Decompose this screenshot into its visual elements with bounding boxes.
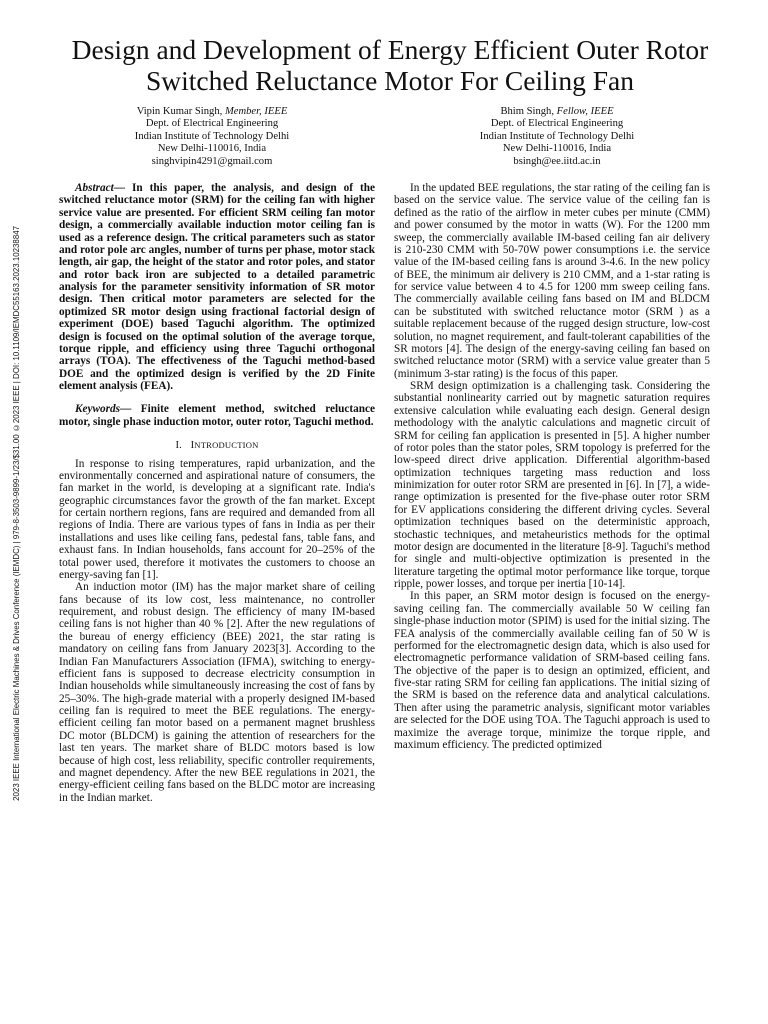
author-name: Vipin Kumar Singh, [136, 106, 223, 117]
conference-doi-sidebar [2, 183, 30, 843]
section-title-first-letter: I [190, 440, 195, 452]
abstract [59, 182, 375, 392]
keywords [59, 403, 375, 428]
abstract-dash: — [113, 182, 132, 194]
author-block-1 [92, 106, 332, 168]
author-email: bsingh@ee.iitd.ac.in [513, 155, 601, 167]
author-name-line [437, 106, 677, 118]
paper-title: Design and Development of Energy Efficient Outer Rotor Switched Reluctance Motor For Ceiling Fan [71, 34, 709, 96]
author-block-2 [437, 106, 677, 168]
keywords-label: Keywords [75, 403, 120, 416]
author-department: Dept. of Electrical Engineering [490, 118, 624, 130]
abstract-label: Abstract [75, 182, 114, 194]
body-paragraph: SRM design optimization is a challenging task. Considering the substantial nonlinearity carried out by magnetic saturation requires extensive calculation while evaluating each design. General design methodology with the analytic calculations and magnetic circuit of SRM for ceiling fan application is presented in [5]. A higher number of rotor poles than the stator poles, SRM topology is preferred for the low-speed direct drive application. Differential algorithm-based optimization techniques targeting mass reduction and loss minimization for outer rotor SRM are presented in [6]. In [7], a wide-range optimization is presented for the five-phase outer rotor SRM for EV applications considering the different driving cycles. Several optimization techniques based on the deterministic approach, stochastic techniques, and metaheuristics methods for the optimal motor design are documented in the literature [8-9]. Taguchi's method for single and multi-objective optimization is presented in the literature targeting the optimal motor performance like torque, torque ripple, power losses, and torque per inertia [10-14]. [394, 380, 710, 590]
body-paragraph: In the updated BEE regulations, the star rating of the ceiling fan is based on the service value. The service value of the ceiling fan is defined as the ratio of the airflow in meter cubes per minute (CMM) and power consumed by the motor in watts (W). For the 1200 mm sweep, the commercially available IM-based ceiling fan air delivery is 210-230 CMM with 50-70W power consumptions i.e. the service value of the IM-based ceiling fans is around 3-4.6. In the new policy of BEE, the minimum air delivery is 210 CMM, and a 1-star rating is for service value between 4 to 4.5 for 1200 mm sweep ceiling fans. The commercially available ceiling fans based on IM and BLDCM can be substituted with switched reluctance motor (SRM ) as a suitable replacement because of the rugged design structure, low-cost solution, no magnet requirement, and fault-tolerant capabilities of the SR motors [4]. The design of the energy-saving ceiling fan based on switched reluctance motor (SRM) with a service value greater than 5 (minimum 3-star rating) is the focus of this paper. [394, 182, 710, 380]
author-city: New Delhi-110016, India [502, 143, 612, 155]
left-column [59, 182, 375, 804]
conference-doi-text: 2023 IEEE International Electric Machines & Drives Conference (IEMDC) | 979-8-3503-9899-1/23/$31.00 ©2023 IEEE | DOI: 10.1109/IEMDC55163.2023.10238847 [11, 225, 21, 801]
author-membership: Fellow, IEEE [556, 106, 614, 117]
author-institute: Indian Institute of Technology Delhi [134, 130, 290, 142]
author-membership: Member, IEEE [224, 106, 288, 117]
body-paragraph: In response to rising temperatures, rapid urbanization, and the environmentally concerned and aspirational nature of consumers, the fan market in the world, is developing at a significant rate. India's geographic circumstances favor the growth of the fan market. Except for certain northern regions, fans are required and demanded from all regions of India. There are various types of fans in India as per their installations and uses like ceiling fans, pedestal fans, table fans, and exhaust fans. In Indian households, fans account for 20–25% of the total power used, therefore it motivates the customers to choose an energy-saving fan [1]. [59, 457, 375, 581]
section-heading-introduction [59, 439, 375, 452]
body-paragraph: An induction motor (IM) has the major market share of ceiling fans because of its low cost, less maintenance, no controller requirement, and robust design. The efficiency of many IM-based ceiling fans is not higher than 40 % [2]. After the new regulations of the bureau of energy efficiency (BEE) 2021, the star rating is mandatory on ceiling fans from January 2023[3]. According to the Indian Fan Manufacturers Association (IFMA), switching to energy-efficient fans is supposed to decrease electricity consumption in Indian households while simultaneously increasing the cost of fans by 25–30%. The high-grade material with a properly designed IM-based ceiling fan is required to meet the BEE regulations. The energy-efficient ceiling fan motor based on a permanent magnet brushless DC motor (BLDCM) is gaining the attention of researchers for the last ten years. The market share of BLDC motors based is low because of high cost, less reliability, specific controller requirements, and magnet dependency. After the new BEE regulations in 2021, the energy-efficient ceiling fans based on the BLDC motor are increasing in the Indian market. [59, 581, 375, 804]
section-numeral: I. [175, 440, 183, 452]
author-department: Dept. of Electrical Engineering [145, 118, 279, 130]
author-email: singhvipin4291@gmail.com [151, 155, 273, 167]
keywords-text: Finite element method, switched reluctance motor, single phase induction motor, outer rotor, Taguchi method. [59, 403, 376, 428]
body-paragraph: In this paper, an SRM motor design is focused on the energy-saving ceiling fan. The commercially available 50 W ceiling fan single-phase induction motor (SPIM) is used for the initial sizing. The FEA analysis of the commercially available ceiling fan of 50 W is performed for the electromagnetic design data, which is also used for electromagnetic performance validation of SRM-based ceiling fans. The objective of the paper is to design an optimized, efficient, and five-star rating SRM for ceiling fan applications. The initial sizing of the SRM is based on the reference data and analytical calculations. Then after using the parametric analysis, significant motor variables are selected for the DOE using TOA. The Taguchi approach is used to maximize the average torque, minimize the torque ripple, and maximum efficiency. The predicted optimized [394, 590, 710, 751]
author-name-line [92, 106, 332, 118]
author-institute: Indian Institute of Technology Delhi [479, 130, 635, 142]
right-column [394, 182, 710, 751]
abstract-text: In this paper, the analysis, and design of the switched reluctance motor (SRM) for the ceiling fan with higher service value are presented. For efficient SRM ceiling fan motor design, a commercially available induction motor ceiling fan is used as a reference design. The critical parameters such as stator and rotor pole arc angles, number of turns per phase, motor stack length, air gap, the height of the stator and rotor poles, and stator and rotor back iron are subjected to a detailed parametric analysis for the parameter sensitivity information of SR motor design. Then critical motor parameters are selected for the optimized SR motor design using fractional factorial design of experiment (DOE) based Taguchi algorithm. The optimized design is focused on the optimal solution of the average torque, torque ripple, and efficiency using three Taguchi orthogonal arrays (TOA). The effectiveness of the Taguchi method-based DOE and the optimized design is verified by the 2D Finite element analysis (FEA). [59, 182, 375, 392]
keywords-dash: — [120, 403, 141, 416]
author-city: New Delhi-110016, India [157, 143, 267, 155]
section-title-rest: NTRODUCTION [194, 440, 259, 451]
author-name: Bhim Singh, [500, 106, 555, 117]
